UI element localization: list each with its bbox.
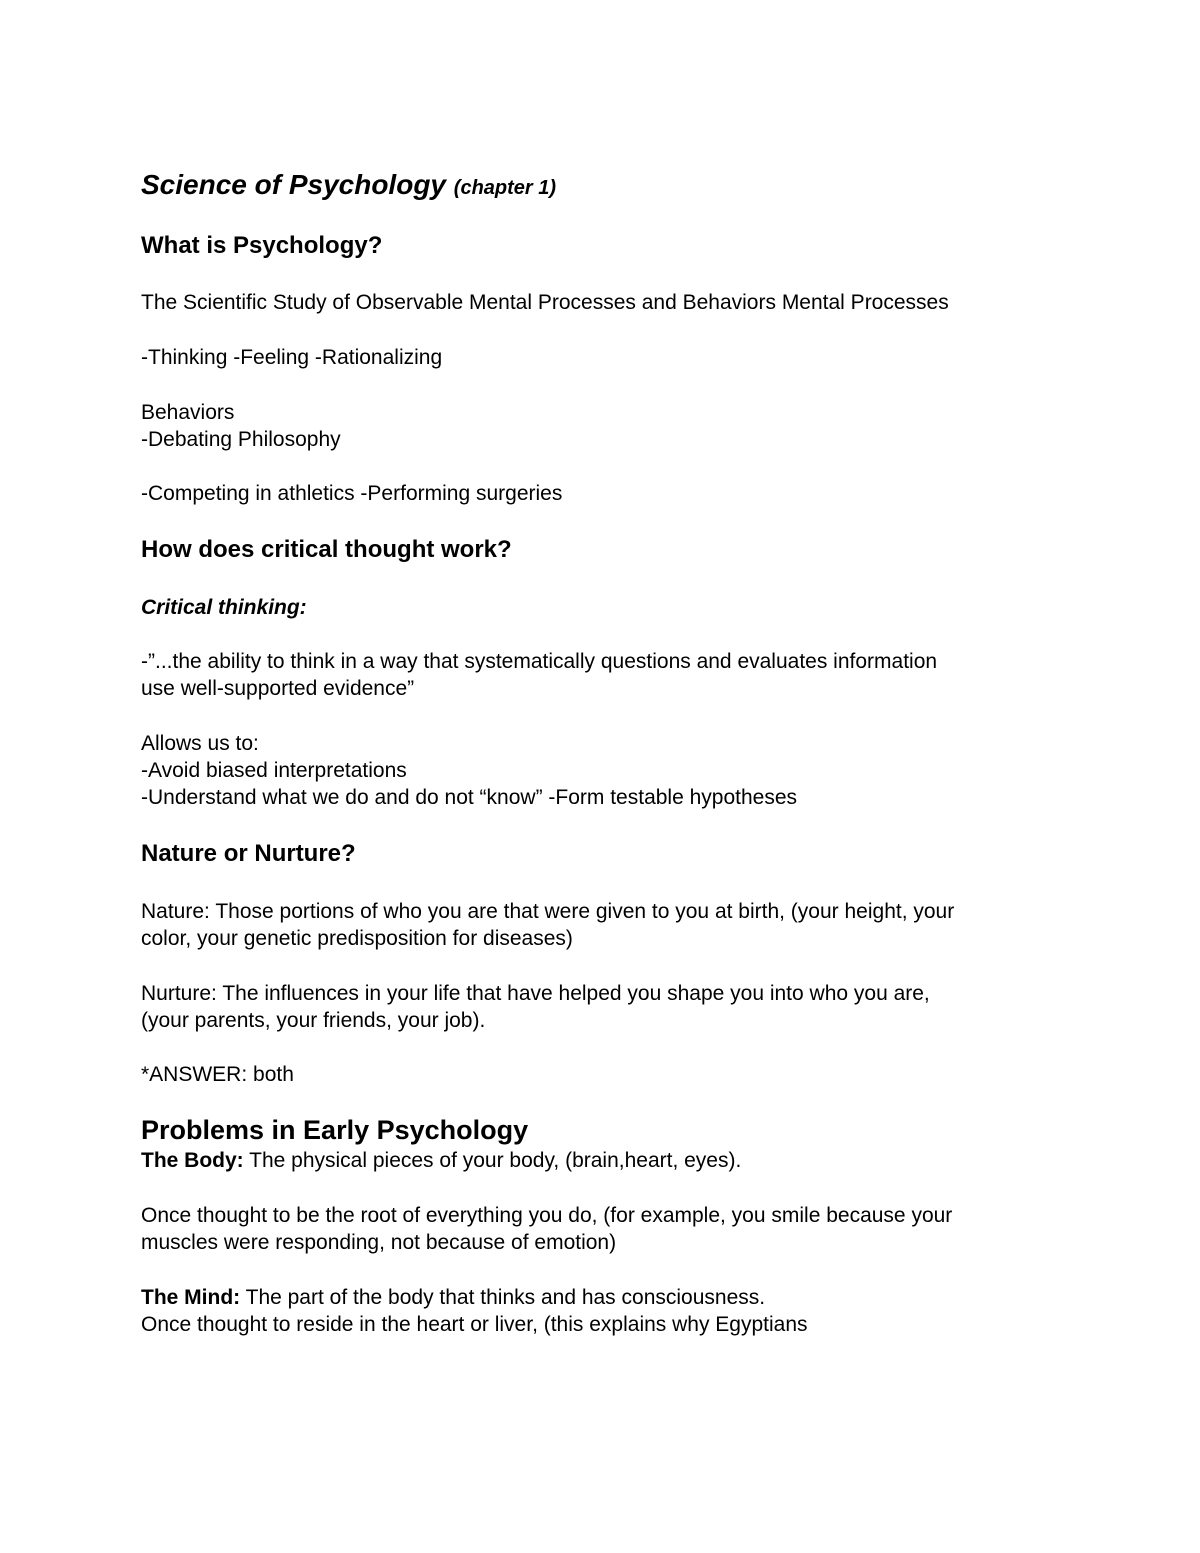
mental-process-examples: -Thinking -Feeling -Rationalizing [141,346,443,369]
behaviors-label: Behaviors [141,401,235,424]
mind-text: The part of the body that thinks and has consciousness. [240,1286,766,1309]
document-title [141,171,556,199]
nature-definition-line-2: color, your genetic predisposition for diseases) [141,927,573,950]
body-label: The Body: [141,1149,244,1172]
heading-nature-or-nurture: Nature or Nurture? [141,840,356,867]
allows-item-1: -Avoid biased interpretations [141,759,407,782]
nurture-definition-line-1: Nurture: The influences in your life that have helped you shape you into who you are, [141,982,930,1005]
behavior-example-1: -Debating Philosophy [141,428,341,451]
allows-us-label: Allows us to: [141,732,259,755]
nature-definition-line-1: Nature: Those portions of who you are that were given to you at birth, (your height, your [141,900,955,923]
title-subtitle: (chapter 1) [453,177,557,199]
mind-label: The Mind: [141,1286,241,1309]
mind-definition [141,1287,765,1308]
allows-item-2: -Understand what we do and do not “know” -Form testable hypotheses [141,786,798,809]
critical-thinking-quote-line-2: use well-supported evidence” [141,677,415,700]
body-definition [141,1150,741,1171]
body-note-line-1: Once thought to be the root of everything you do, (for example, you smile because your [141,1204,953,1227]
mind-note: Once thought to reside in the heart or liver, (this explains why Egyptians [141,1313,808,1336]
body-text: The physical pieces of your body, (brain,heart, eyes). [243,1149,742,1172]
heading-critical-thought: How does critical thought work? [141,536,512,563]
nature-nurture-answer: *ANSWER: both [141,1063,294,1086]
body-note-line-2: muscles were responding, not because of emotion) [141,1231,617,1254]
heading-what-is-psychology: What is Psychology? [141,232,383,259]
title-main: Science of Psychology [141,169,446,200]
psychology-definition: The Scientific Study of Observable Mental Processes and Behaviors Mental Processes [141,291,949,314]
critical-thinking-quote-line-1: -”...the ability to think in a way that systematically questions and evaluates information [141,650,938,673]
heading-problems-early-psychology: Problems in Early Psychology [141,1115,529,1145]
behavior-example-2: -Competing in athletics -Performing surgeries [141,482,563,505]
nurture-definition-line-2: (your parents, your friends, your job). [141,1009,486,1032]
subheading-critical-thinking: Critical thinking: [141,596,307,619]
